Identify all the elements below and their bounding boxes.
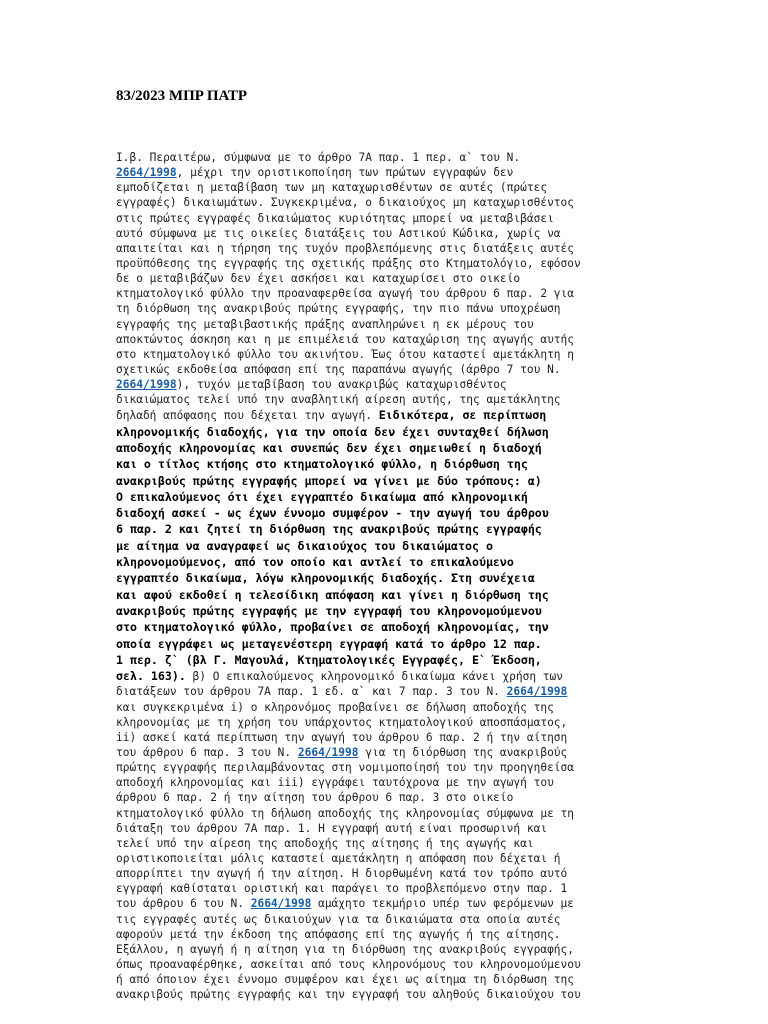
text-segment: κτηματολογικό φύλλο τη δήλωση αποδοχής της κληρονομίας σύμφωνα με τη	[116, 806, 575, 820]
text-line	[116, 715, 676, 730]
text-segment: εγγραφή καθίσταται οριστική και παράγει το προβλεπόμενο στην παρ. 1	[116, 882, 568, 896]
text-line	[116, 211, 676, 226]
text-line	[116, 587, 676, 603]
bold-text: Ειδικότερα, σε περίπτωση	[378, 408, 547, 423]
bold-text: 1 περ. ζ` (βλ Γ. Μαγουλά, Κτηματολογικές Εγγραφές, Ε` Έκδοση,	[116, 652, 542, 667]
text-line	[116, 896, 676, 911]
text-line	[116, 972, 676, 987]
text-segment: εμποδίζεται η μεταβίβαση των μη καταχωρισθέντων σε αυτές (πρώτες	[116, 181, 548, 195]
text-line	[116, 440, 676, 456]
text-line	[116, 942, 676, 957]
text-segment: αφορούν μετά την έκδοση της απόφασης επί της αγωγής ή της αίτησης.	[116, 927, 561, 941]
text-line	[116, 241, 676, 256]
text-line	[116, 195, 676, 210]
text-segment: του άρθρου 6 του Ν.	[116, 897, 251, 911]
text-segment: τη διόρθωση της ανακριβούς πρώτης εγγραφής, την πιο πάνω υποχρέωση	[116, 302, 561, 316]
bold-text: Ο επικαλούμενος ότι έχει εγγραπτέο δικαίωμα από κληρονομική	[116, 489, 528, 504]
text-segment: άρθρου 6 παρ. 2 ή την αίτηση του άρθρου 6 παρ. 3 στο οικείο	[116, 791, 514, 805]
bold-text: 6 παρ. 2 και ζητεί τη διόρθωση της ανακριβούς πρώτης εγγραφής	[116, 522, 542, 537]
text-line	[116, 881, 676, 896]
text-segment: ii) ασκεί κατά περίπτωση την αγωγή του άρθρου 6 παρ. 2 ή την αίτηση	[116, 730, 568, 744]
text-line	[116, 256, 676, 271]
text-line	[116, 987, 676, 1002]
text-segment: διατάξεων του άρθρου 7Α παρ. 1 εδ. α` και 7 παρ. 3 του Ν.	[116, 685, 507, 699]
text-line	[116, 362, 676, 377]
text-line	[116, 332, 676, 347]
text-line	[116, 377, 676, 392]
text-segment: Ι.β. Περαιτέρω, σύμφωνα με το άρθρο 7Α παρ. 1 περ. α` του Ν.	[116, 151, 521, 164]
text-segment: για τη διόρθωση της ανακριβούς	[358, 746, 568, 759]
text-line	[116, 473, 676, 489]
text-segment: απαιτείται και η τήρηση της τυχόν προβλεπόμενης στις διατάξεις αυτές	[116, 241, 575, 255]
law-link[interactable]: 2664/1998	[250, 897, 312, 911]
text-segment: και συγκεκριμένα i) ο κληρονόμος προβαίνει σε δήλωση αποδοχής της	[116, 700, 554, 714]
text-segment: τις εγγραφές αυτές ως δικαιούχων για τα δικαιώματα στα οποία αυτές	[116, 912, 561, 926]
text-segment: οριστικοποιείται μόλις καταστεί αμετάκλητη η απόφαση που δέχεται ή	[116, 851, 561, 865]
text-line	[116, 505, 676, 521]
text-line	[116, 286, 676, 301]
bold-text: κληρονομικής διαδοχής, για την οποία δεν έχει συνταχθεί δήλωση	[116, 424, 549, 439]
text-segment: κτηματολογικό φύλλο την προαναφερθείσα αγωγή του άρθρου 6 παρ. 2 για	[116, 287, 575, 301]
text-line	[116, 521, 676, 537]
text-segment: όπως προαναφέρθηκε, ασκείται από τους κληρονόμους του κληρονομούμενου	[116, 957, 581, 971]
text-line	[116, 603, 676, 619]
text-segment: αποδοχή κληρονομίας και iii) εγγράφει ταυτόχρονα με την αγωγή του	[116, 776, 554, 790]
text-segment: κληρονομίας με τη χρήση του υπάρχοντος κτηματολογικού αποσπάσματος,	[116, 715, 568, 729]
bold-text: εγγραπτέο δικαίωμα, λόγω κληρονομικής διαδοχής. Στη συνέχεια	[116, 571, 535, 586]
text-line	[116, 912, 676, 927]
text-segment: πρώτης εγγραφής περιλαμβάνοντας στη νομιμοποίησή του την προηγηθείσα	[116, 761, 575, 775]
document-title: 83/2023 ΜΠΡ ΠΑΤΡ	[116, 88, 248, 104]
text-line	[116, 317, 676, 332]
document-body	[116, 150, 676, 1002]
bold-text: και ο τίτλος κτήσης στο κτηματολογικό φύλλο, η διόρθωση της	[116, 457, 528, 472]
text-line	[116, 407, 676, 423]
text-line	[116, 806, 676, 821]
bold-text: και αφού εκδοθεί η τελεσίδικη απόφαση και γίνει η διόρθωση της	[116, 587, 549, 602]
text-line	[116, 554, 676, 570]
text-line	[116, 456, 676, 472]
text-segment: ή από όποιον έχει έννομο συμφέρον και έχει ως αίτημα τη διόρθωση της	[116, 973, 575, 987]
text-segment: τελεί υπό την αίρεση της αποδοχής της αίτησης ή της αγωγής και	[116, 836, 534, 850]
text-segment: εγγραφές) δικαιωμάτων. Συγκεκριμένα, ο δικαιούχος μη καταχωρισθέντος	[116, 196, 575, 210]
text-segment: αμάχητο τεκμήριο υπέρ των φερόμενων με	[311, 897, 575, 911]
text-segment: β) Ο επικαλούμενος κληρονομικό δικαίωμα κάνει χρήση των	[185, 670, 563, 684]
text-line	[116, 745, 676, 760]
bold-text: σελ. 163).	[116, 669, 186, 684]
text-line	[116, 180, 676, 195]
bold-text: με αίτημα να αναγραφεί ως δικαιούχος του δικαιώματος ο	[116, 538, 493, 553]
text-line	[116, 836, 676, 851]
bold-text: ανακριβούς πρώτης εγγραφής μπορεί να γίνει με δύο τρόπους: α)	[116, 473, 542, 488]
bold-text: διαδοχή ασκεί - ως έχων έννομο συμφέρον - την αγωγή του άρθρου	[116, 506, 549, 521]
text-line	[116, 775, 676, 790]
text-segment: στο κτηματολογικό φύλλο του ακινήτου. Έως ότου καταστεί αμετάκλητη η	[116, 347, 575, 361]
text-line	[116, 668, 676, 684]
text-line	[116, 424, 676, 440]
text-segment: αυτό σύμφωνα με τις οικείες διατάξεις του Αστικού Κώδικα, χωρίς να	[116, 226, 561, 240]
text-line	[116, 392, 676, 407]
text-segment: προϋπόθεσης της εγγραφής της σχετικής πράξης στο Κτηματολόγιο, εφόσον	[116, 256, 581, 270]
text-segment: εγγραφής της μεταβιβαστικής πράξης αναπληρώνει η εκ μέρους του	[116, 317, 534, 331]
text-segment: απορρίπτει την αγωγή ή την αίτηση. Η διορθωμένη κατά τον τρόπο αυτό	[116, 867, 568, 881]
bold-text: αποδοχής κληρονομίας και συνεπώς δεν έχει σημειωθεί η διαδοχή	[116, 440, 542, 455]
text-line	[116, 150, 676, 165]
text-segment: ), τυχόν μεταβίβαση του ανακριβώς καταχωρισθέντος	[176, 378, 507, 392]
law-link[interactable]: 2664/1998	[116, 378, 177, 392]
text-segment: , μέχρι την οριστικοποίηση των πρώτων εγγραφών δεν	[176, 166, 514, 180]
law-link[interactable]: 2664/1998	[506, 685, 568, 699]
text-segment: δηλαδή απόφασης που δέχεται την αγωγή.	[116, 409, 379, 423]
text-line	[116, 684, 676, 699]
text-line	[116, 790, 676, 805]
text-segment: διάταξη του άρθρου 7Α παρ. 1. Η εγγραφή αυτή είναι προσωρινή και	[116, 821, 548, 835]
law-link[interactable]: 2664/1998	[297, 746, 359, 759]
text-segment: αποκτώντος άσκηση και η με επιμέλειά του καταχώριση της αγωγής αυτής	[116, 332, 575, 346]
text-line	[116, 851, 676, 866]
text-line	[116, 538, 676, 554]
text-line	[116, 165, 676, 180]
text-segment: στις πρώτες εγγραφές δικαιώματος κυριότητας μπορεί να μεταβιβάσει	[116, 211, 554, 225]
bold-text: στο κτηματολογικό φύλλο, προβαίνει σε αποδοχή κληρονομίας, την	[116, 620, 549, 635]
text-line	[116, 489, 676, 505]
text-segment: σχετικώς εκδοθείσα απόφαση επί της παραπάνω αγωγής (άρθρο 7 του Ν.	[116, 362, 561, 376]
text-line	[116, 957, 676, 972]
bold-text: κληρονομούμενος, από τον οποίο και αντλεί το επικαλούμενο	[116, 555, 514, 570]
text-line	[116, 760, 676, 775]
text-segment: ανακριβούς πρώτης εγγραφής και την εγγραφή του αληθούς δικαιούχου του	[116, 988, 581, 1002]
text-line	[116, 927, 676, 942]
text-segment: του άρθρου 6 παρ. 3 του Ν.	[116, 746, 298, 759]
text-line	[116, 730, 676, 745]
text-line	[116, 226, 676, 241]
law-link[interactable]: 2664/1998	[116, 166, 177, 180]
text-line	[116, 570, 676, 586]
text-line	[116, 866, 676, 881]
text-segment: δε ο μεταβιβάζων δεν έχει ασκήσει και καταχωρίσει στο οικείο	[116, 272, 521, 286]
text-line	[116, 271, 676, 286]
text-line	[116, 636, 676, 652]
text-line	[116, 652, 676, 668]
text-line	[116, 619, 676, 635]
text-segment: δικαιώματος τελεί υπό την αναβλητική αίρεση αυτής, της αμετάκλητης	[116, 393, 561, 407]
text-line	[116, 700, 676, 715]
text-line	[116, 347, 676, 362]
bold-text: οποία εγγράφει ως μεταγενέστερη εγγραφή κατά το άρθρο 12 παρ.	[116, 636, 542, 651]
text-segment: Εξάλλου, η αγωγή ή η αίτηση για τη διόρθωση της ανακριβούς εγγραφής,	[116, 942, 575, 956]
text-line	[116, 301, 676, 316]
bold-text: ανακριβούς πρώτης εγγραφής με την εγγραφή του κληρονομούμενου	[116, 603, 542, 618]
text-line	[116, 821, 676, 836]
